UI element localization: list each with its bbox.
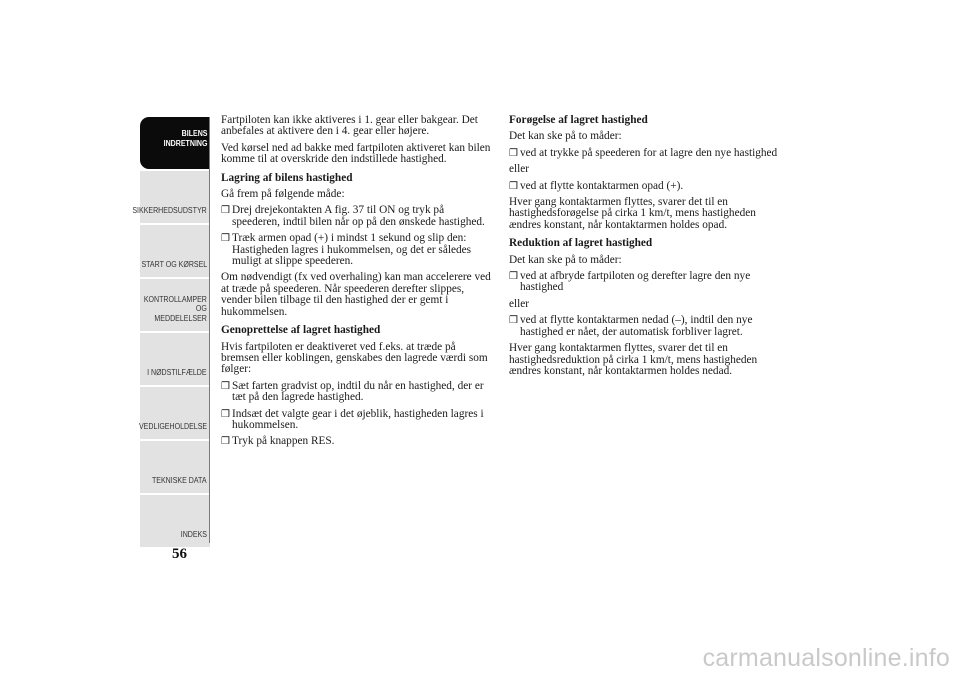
right-column <box>509 115 781 382</box>
checkbox-bullet-icon: ❒ <box>221 436 230 448</box>
section-heading: Lagring af bilens hastighed <box>221 171 353 184</box>
paragraph: Hver gang kontaktarmen flyttes, svarer det til en hastighedsreduktion på cirka 1 km/t, mens hastigheden ændres konstant, når kontaktarmen holdes nedad. <box>509 342 758 377</box>
page-number: 56 <box>172 546 187 562</box>
bullet-item: ❒ Sæt farten gradvist op, indtil du når en hastighed, der er tæt på den lagrede hastighed. <box>221 379 484 404</box>
checkbox-bullet-icon: ❒ <box>509 180 518 192</box>
checkbox-bullet-icon: ❒ <box>221 408 230 420</box>
paragraph: Om nødvendigt (fx ved overhaling) kan man accelerere ved at træde på speederen. Når speederen derefter slippes, vender bilen tilbage til den hastighed der er gemt i hukommelsen. <box>221 271 491 318</box>
bullet-item: ❒ Træk armen opad (+) i mindst 1 sekund og slip den: Hastigheden lagres i hukommelsen, og det er således muligt at slippe speederen. <box>221 232 472 268</box>
section-heading: Forøgelse af lagret hastighed <box>509 114 648 126</box>
tab-label: SIKKERHEDSUDSTYR <box>132 204 207 215</box>
tab-sikkerhedsudstyr[interactable] <box>132 171 210 223</box>
paragraph: Fartpiloten kan ikke aktiveres i 1. gear eller bakgear. Det anbefales at aktivere den i 4. gear eller højere. <box>221 114 478 138</box>
section-heading: Reduktion af lagret hastighed <box>509 237 653 250</box>
tab-label: START OG KØRSEL <box>141 258 207 269</box>
tab-indeks[interactable] <box>140 495 210 547</box>
tab-bilens-indretning[interactable] <box>140 117 210 169</box>
paragraph: Gå frem på følgende måde: <box>221 188 345 201</box>
paragraph: Hvis fartpiloten er deaktiveret ved f.eks. at træde på bremsen eller koblingen, genskabes den lagrede værdi som følger: <box>221 340 488 376</box>
checkbox-bullet-icon: ❒ <box>509 147 518 159</box>
bullet-item: ❒ Drej drejekontakten A fig. 37 til ON og tryk på speederen, indtil bilen når op på den ønskede hastighed. <box>221 204 485 228</box>
paragraph: Ved kørsel ned ad bakke med fartpiloten aktiveret kan bilen komme til at overskride den indstillede hastighed. <box>221 141 491 166</box>
bullet-item: ❒ ved at trykke på speederen for at lagre den nye hastighed <box>509 146 778 159</box>
tab-label: I NØDSTILFÆLDE <box>147 366 207 377</box>
checkbox-bullet-icon: ❒ <box>221 233 230 245</box>
checkbox-bullet-icon: ❒ <box>509 315 518 327</box>
section-tabs <box>132 117 210 549</box>
bullet-item: ❒ ved at flytte kontaktarmen opad (+). <box>509 179 684 192</box>
tab-tekniske-data[interactable] <box>140 441 210 493</box>
tab-label: VEDLIGEHOLDELSE <box>138 420 207 431</box>
paragraph: Det kan ske på to måder: <box>509 253 622 266</box>
left-column <box>221 115 492 453</box>
tab-label: TEKNISKE DATA <box>152 474 207 485</box>
checkbox-bullet-icon: ❒ <box>221 380 230 392</box>
bullet-item: ❒ ved at flytte kontaktarmen nedad (–), indtil den nye hastighed er nået, der automatisk forbliver lagret. <box>509 314 753 338</box>
paragraph: Hver gang kontaktarmen flyttes, svarer det til en hastighedsforøgelse på cirka 1 km/t, mens hastigheden ændres konstant, når kontaktarmen holdes opad. <box>509 196 756 231</box>
bullet-item: ❒ Indsæt det valgte gear i det øjeblik, hastigheden lagres i hukommelsen. <box>221 407 484 431</box>
tab-start-og-korsel[interactable] <box>140 225 210 277</box>
section-heading: Genoprettelse af lagret hastighed <box>221 324 381 337</box>
paragraph: Det kan ske på to måder: <box>509 130 622 143</box>
tab-kontrollamper[interactable] <box>140 279 210 331</box>
watermark: carmanualsonline.info <box>702 644 950 672</box>
tab-label: BILENS INDRETNING <box>163 128 207 148</box>
bullet-item: ❒ Tryk på knappen RES. <box>221 435 335 448</box>
tab-i-nodstilfaelde[interactable] <box>140 333 210 385</box>
bullet-item: ❒ ved at afbryde fartpiloten og derefter lagre den nye hastighed <box>509 270 751 294</box>
checkbox-bullet-icon: ❒ <box>221 205 230 217</box>
sidebar-edge-line <box>209 117 210 543</box>
tab-label: KONTROLLAMPER OG MEDDELELSER <box>143 293 207 323</box>
paragraph: eller <box>509 297 530 310</box>
tab-label: INDEKS <box>180 528 207 539</box>
paragraph: eller <box>509 163 530 176</box>
checkbox-bullet-icon: ❒ <box>509 271 518 283</box>
tab-vedligeholdelse[interactable] <box>140 387 210 439</box>
